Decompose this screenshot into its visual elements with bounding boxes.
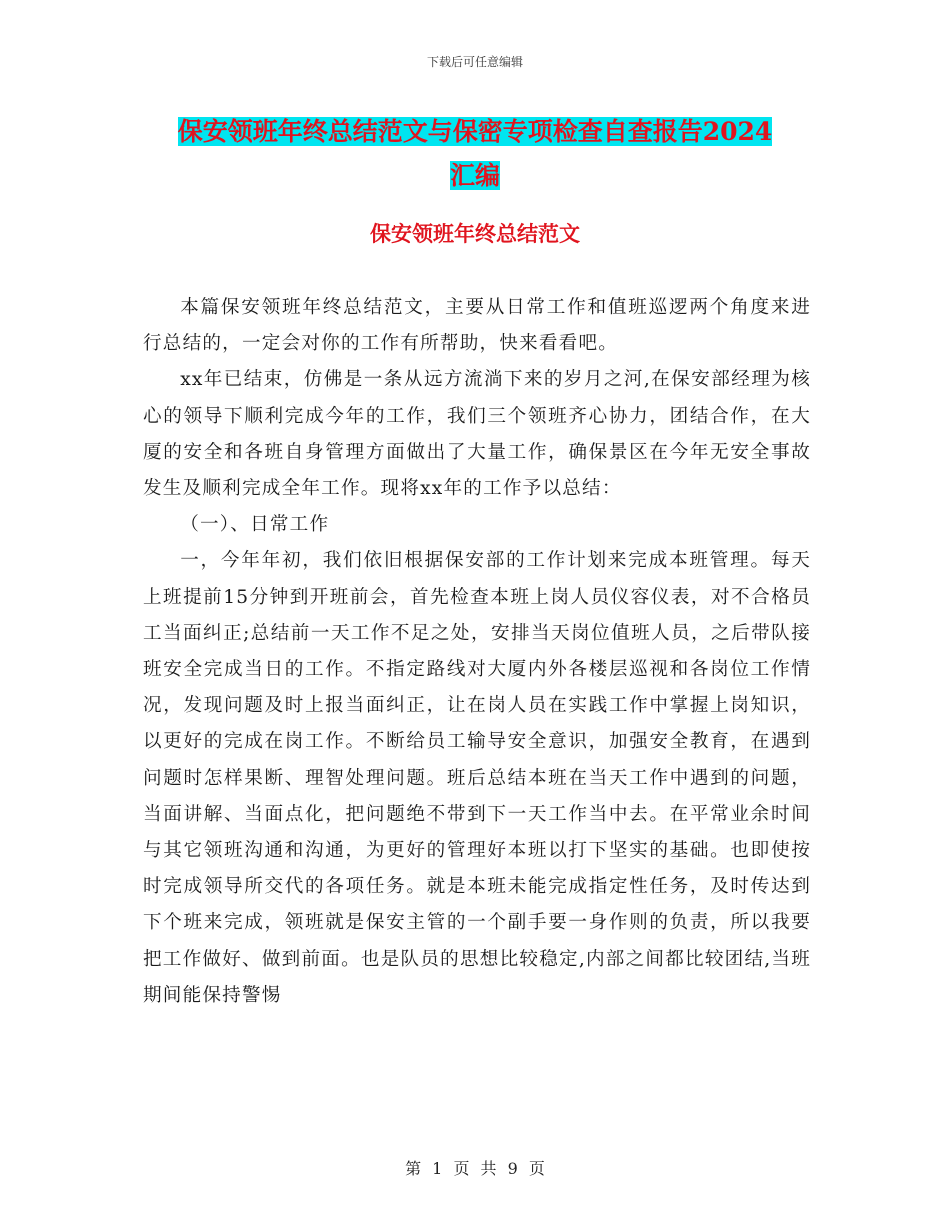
page-number: 第 1 页 共 9 页	[405, 1159, 545, 1178]
intro-paragraph: 本篇保安领班年终总结范文，主要从日常工作和值班巡逻两个角度来进行总结的，一定会对你的工作有所帮助，快来看看吧。	[143, 297, 811, 355]
document-title-line-2: 汇编	[449, 161, 500, 190]
section-title: 保安领班年终总结范文	[370, 221, 580, 246]
document-title-line-1: 保安领班年终总结范文与保密专项检查自查报告2024	[177, 117, 773, 146]
document-title	[150, 110, 800, 198]
opening-paragraph: xx年已结束，仿佛是一条从远方流淌下来的岁月之河,在保安部经理为核心的领导下顺利完成今年的工作，我们三个领班齐心协力，团结合作，在大厦的安全和各班自身管理方面做出了大量工作，确保景区在今年无安全事故发生及顺利完成全年工作。现将xx年的工作予以总结：	[143, 369, 811, 500]
daily-work-paragraph: 一，今年年初，我们依旧根据保安部的工作计划来完成本班管理。每天上班提前15分钟到开班前会，首先检查本班上岗人员仪容仪表，对不合格员工当面纠正;总结前一天工作不足之处，安排当天岗位值班人员，之后带队接班安全完成当日的工作。不指定路线对大厦内外各楼层巡视和各岗位工作情况，发现问题及时上报当面纠正，让在岗人员在实践工作中掌握上岗知识，以更好的完成在岗工作。不断给员工输导安全意识，加强安全教育，在遇到问题时怎样果断、理智处理问题。班后总结本班在当天工作中遇到的问题，当面讲解、当面点化，把问题绝不带到下一天工作当中去。在平常业余时间与其它领班沟通和沟通，为更好的管理好本班以打下坚实的基础。也即使按时完成领导所交代的各项任务。就是本班未能完成指定性任务，及时传达到下个班来完成，领班就是保安主管的一个副手要一身作则的负责，所以我要把工作做好、做到前面。也是队员的思想比较稳定,内部之间都比较团结,当班期间能保持警惕	[143, 550, 811, 1006]
subsection-heading: （一）、日常工作	[180, 514, 330, 536]
document-body	[143, 290, 811, 1014]
header-note: 下载后可任意编辑	[426, 55, 523, 69]
